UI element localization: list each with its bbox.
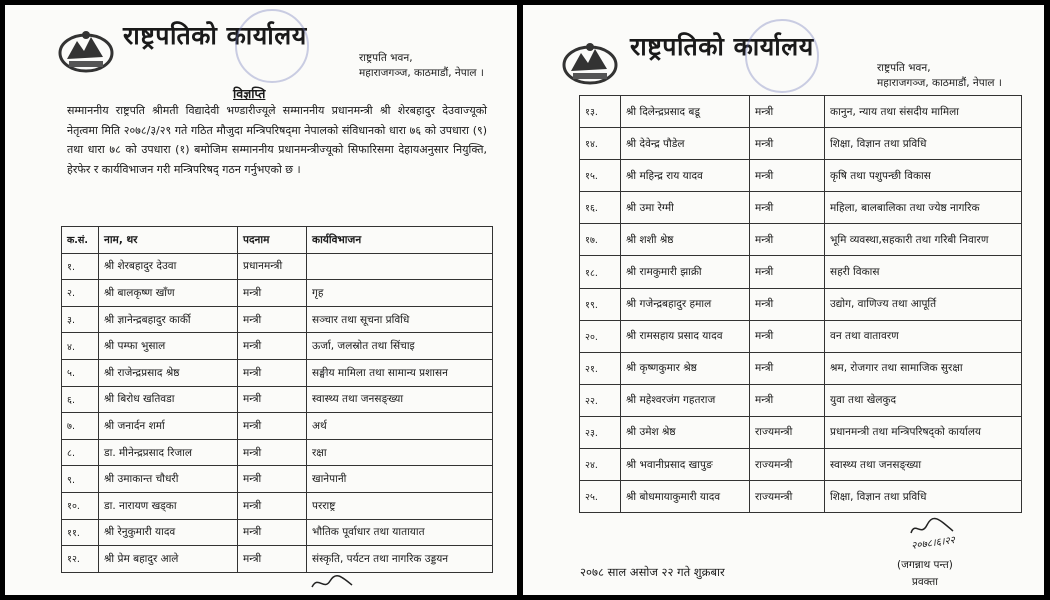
row-portfolio: रक्षा: [307, 439, 493, 466]
header-portfolio: कार्यविभाजन: [307, 227, 493, 254]
row-portfolio: स्वास्थ्य तथा जनसङ्ख्या: [825, 449, 1022, 481]
notice-page-2: [523, 5, 1044, 595]
row-position: मन्त्री: [750, 128, 825, 160]
row-portfolio: गृह: [307, 280, 493, 307]
row-portfolio: उद्योग, वाणिज्य तथा आपूर्ति: [825, 288, 1022, 320]
row-position: मन्त्री: [750, 160, 825, 192]
signer-title: प्रवक्ता: [911, 576, 938, 588]
row-serial: १३.: [580, 96, 621, 128]
signature-mark-icon: [310, 573, 354, 593]
address-line-1: राष्ट्रपति भवन,: [877, 62, 931, 74]
notice-page-1: [5, 5, 517, 595]
row-name: श्री शशी श्रेष्ठ: [621, 224, 750, 256]
row-name: श्री बोधमायाकुमारी यादव: [621, 481, 750, 513]
row-position: मन्त्री: [750, 352, 825, 384]
table-row: [580, 192, 1022, 224]
row-portfolio: [307, 253, 493, 280]
row-portfolio: परराष्ट्र: [307, 492, 493, 519]
row-name: श्री शेरबहादुर देउवा: [99, 253, 238, 280]
row-portfolio: शिक्षा, विज्ञान तथा प्रविधि: [825, 481, 1022, 513]
signer-block: [897, 557, 953, 591]
table-row: [580, 416, 1022, 448]
row-position: राज्यमन्त्री: [750, 481, 825, 513]
row-name: श्री महिन्द्र राय यादव: [621, 160, 750, 192]
table-row: [580, 384, 1022, 416]
row-serial: ९.: [62, 466, 99, 493]
table-row: [580, 481, 1022, 513]
table-row: [580, 96, 1022, 128]
row-position: मन्त्री: [238, 306, 307, 333]
row-serial: ७.: [62, 413, 99, 440]
row-name: श्री देवेन्द्र पौडेल: [621, 128, 750, 160]
row-name: श्री कृष्णकुमार श्रेष्ठ: [621, 352, 750, 384]
row-serial: ५.: [62, 359, 99, 386]
row-position: मन्त्री: [238, 546, 307, 573]
row-portfolio: स्वास्थ्य तथा जनसङ्ख्या: [307, 386, 493, 413]
row-portfolio: भूमि व्यवस्था,सहकारी तथा गरिबी निवारण: [825, 224, 1022, 256]
row-serial: २१.: [580, 352, 621, 384]
row-position: मन्त्री: [238, 386, 307, 413]
office-title: राष्ट्रपतिको कार्यालय: [630, 32, 814, 61]
row-name: श्री उमेश श्रेष्ठ: [621, 416, 750, 448]
table-row: [62, 333, 493, 360]
row-position: मन्त्री: [238, 492, 307, 519]
table-row: [580, 449, 1022, 481]
table-row: [580, 224, 1022, 256]
table-row: [62, 280, 493, 307]
row-position: मन्त्री: [750, 320, 825, 352]
signature-date: २०७८।६।२२: [910, 534, 956, 552]
row-serial: ४.: [62, 333, 99, 360]
row-name: श्री पम्फा भुसाल: [99, 333, 238, 360]
row-position: मन्त्री: [238, 280, 307, 307]
row-name: श्री जनार्दन शर्मा: [99, 413, 238, 440]
table-row: [62, 386, 493, 413]
row-serial: २४.: [580, 449, 621, 481]
row-portfolio: भौतिक पूर्वाधार तथा यातायात: [307, 519, 493, 546]
row-portfolio: महिला, बालबालिका तथा ज्येष्ठ नागरिक: [825, 192, 1022, 224]
row-serial: २०.: [580, 320, 621, 352]
row-name: श्री रामकुमारी झाक्री: [621, 256, 750, 288]
table-row: [62, 306, 493, 333]
row-name: डा. नारायण खड्का: [99, 492, 238, 519]
row-name: श्री रामसहाय प्रसाद यादव: [621, 320, 750, 352]
table-row: [62, 492, 493, 519]
row-name: श्री बालकृष्ण खाँण: [99, 280, 238, 307]
table-row: [62, 439, 493, 466]
row-serial: २२.: [580, 384, 621, 416]
row-serial: १९.: [580, 288, 621, 320]
row-position: मन्त्री: [238, 359, 307, 386]
header-position: पदनाम: [238, 227, 307, 254]
address-line-2: महाराजगञ्ज, काठमाडौं, नेपाल ।: [359, 67, 484, 79]
header-serial: क.सं.: [62, 227, 99, 254]
row-name: श्री महेश्वरजंग गहतराज: [621, 384, 750, 416]
row-portfolio: कृषि तथा पशुपन्छी विकास: [825, 160, 1022, 192]
row-serial: ११.: [62, 519, 99, 546]
row-name: श्री उमा रेग्मी: [621, 192, 750, 224]
row-serial: १५.: [580, 160, 621, 192]
row-position: मन्त्री: [750, 192, 825, 224]
row-name: श्री गजेन्द्रबहादुर हमाल: [621, 288, 750, 320]
row-position: प्रधानमन्त्री: [238, 253, 307, 280]
row-serial: १.: [62, 253, 99, 280]
table-row: [580, 352, 1022, 384]
table-header-row: [62, 227, 493, 254]
row-portfolio: कानुन, न्याय तथा संसदीय मामिला: [825, 96, 1022, 128]
row-serial: २.: [62, 280, 99, 307]
row-position: राज्यमन्त्री: [750, 449, 825, 481]
row-position: मन्त्री: [750, 224, 825, 256]
row-serial: २३.: [580, 416, 621, 448]
row-position: मन्त्री: [238, 439, 307, 466]
table-row: [62, 519, 493, 546]
row-name: श्री रेनुकुमारी यादव: [99, 519, 238, 546]
row-position: राज्यमन्त्री: [750, 416, 825, 448]
row-name: श्री राजेन्द्रप्रसाद श्रेष्ठ: [99, 359, 238, 386]
row-position: मन्त्री: [750, 96, 825, 128]
row-serial: ८.: [62, 439, 99, 466]
row-position: मन्त्री: [238, 466, 307, 493]
row-serial: २५.: [580, 481, 621, 513]
table-row: [580, 128, 1022, 160]
row-serial: ६.: [62, 386, 99, 413]
row-serial: १८.: [580, 256, 621, 288]
header-name: नाम, थर: [99, 227, 238, 254]
nepal-emblem-icon: [561, 39, 619, 87]
table-row: [62, 253, 493, 280]
row-name: श्री बिरोध खतिवडा: [99, 386, 238, 413]
row-portfolio: प्रधानमन्त्री तथा मन्त्रिपरिषद्‌को कार्यालय: [825, 416, 1022, 448]
table-row: [580, 256, 1022, 288]
office-address: [359, 51, 484, 81]
address-line-2: महाराजगञ्ज, काठमाडौं, नेपाल ।: [877, 77, 1002, 89]
row-position: मन्त्री: [750, 384, 825, 416]
address-line-1: राष्ट्रपति भवन,: [359, 52, 413, 64]
row-position: मन्त्री: [750, 288, 825, 320]
row-portfolio: सञ्चार तथा सूचना प्रविधि: [307, 306, 493, 333]
table-row: [62, 359, 493, 386]
row-serial: १४.: [580, 128, 621, 160]
cabinet-table-page-2: [579, 95, 1022, 513]
notice-heading: विज्ञप्ति: [233, 86, 266, 101]
table-row: [62, 546, 493, 573]
release-date: २०७८ साल असोज २२ गते शुक्रबार: [580, 565, 725, 579]
row-portfolio: संस्कृति, पर्यटन तथा नागरिक उड्डयन: [307, 546, 493, 573]
office-title: राष्ट्रपतिको कार्यालय: [123, 21, 307, 50]
table-row: [580, 320, 1022, 352]
row-position: मन्त्री: [238, 413, 307, 440]
nepal-emblem-icon: [57, 27, 115, 75]
row-name: श्री भवानीप्रसाद खापुङ: [621, 449, 750, 481]
row-position: मन्त्री: [238, 333, 307, 360]
row-portfolio: सङ्घीय मामिला तथा सामान्य प्रशासन: [307, 359, 493, 386]
row-portfolio: युवा तथा खेलकुद: [825, 384, 1022, 416]
notice-body: सम्माननीय राष्ट्रपति श्रीमती विद्यादेवी भण्डारीज्यूले सम्माननीय प्रधानमन्त्री श्री शेरबहादुर देउवाज्यूको नेतृत्वमा मिति २०७८/३/२९ गते गठित मौजुदा मन्त्रिपरिषद्‌मा नेपालको संविधानको धारा ७६ को उपधारा (९) तथा धारा ७८ को उपधारा (१) बमोजिम सम्माननीय प्रधानमन्त्रीज्यूको सिफारिसमा देहायअनुसार नियुक्ति, हेरफेर र कार्यविभाजन गरी मन्त्रिपरिषद् गठन गर्नुभएको छ ।: [67, 104, 487, 176]
table-row: [62, 413, 493, 440]
row-serial: १०.: [62, 492, 99, 519]
row-portfolio: सहरी विकास: [825, 256, 1022, 288]
row-portfolio: ऊर्जा, जलस्रोत तथा सिंचाइ: [307, 333, 493, 360]
row-position: मन्त्री: [238, 519, 307, 546]
office-stamp-icon: [235, 9, 309, 83]
row-position: मन्त्री: [750, 256, 825, 288]
office-address: [877, 61, 1002, 91]
row-serial: १२.: [62, 546, 99, 573]
row-serial: १६.: [580, 192, 621, 224]
row-portfolio: श्रम, रोजगार तथा सामाजिक सुरक्षा: [825, 352, 1022, 384]
row-name: श्री ज्ञानेन्द्रबहादुर कार्की: [99, 306, 238, 333]
row-portfolio: वन तथा वातावरण: [825, 320, 1022, 352]
row-serial: ३.: [62, 306, 99, 333]
row-name: श्री उमाकान्त चौधरी: [99, 466, 238, 493]
cabinet-table-page-1: [61, 226, 493, 573]
row-name: श्री दिलेन्द्रप्रसाद बडू: [621, 96, 750, 128]
row-name: श्री प्रेम बहादुर आले: [99, 546, 238, 573]
row-name: डा. मीनेन्द्रप्रसाद रिजाल: [99, 439, 238, 466]
table-row: [580, 160, 1022, 192]
row-portfolio: खानेपानी: [307, 466, 493, 493]
office-stamp-icon: [745, 19, 819, 93]
row-portfolio: शिक्षा, विज्ञान तथा प्रविधि: [825, 128, 1022, 160]
table-row: [62, 466, 493, 493]
signer-name: (जगन्नाथ पन्त): [897, 559, 953, 571]
row-portfolio: अर्थ: [307, 413, 493, 440]
row-serial: १७.: [580, 224, 621, 256]
table-row: [580, 288, 1022, 320]
